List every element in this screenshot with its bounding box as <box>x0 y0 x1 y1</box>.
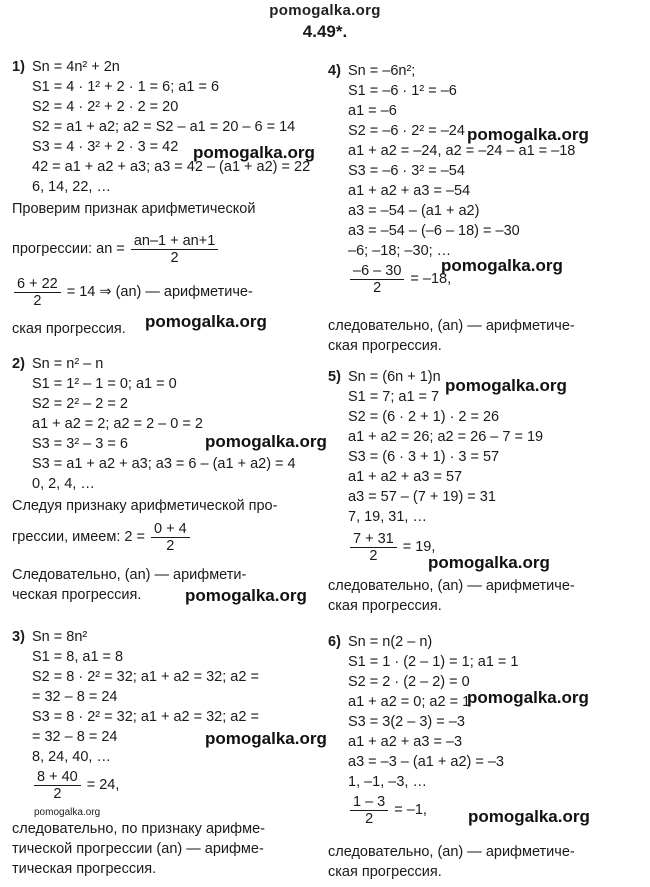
problem-3-label: 3) <box>12 629 25 645</box>
p3-line-1: S1 = 8, a1 = 8 <box>32 649 124 665</box>
p2-line-0: Sn = n² – n <box>32 356 104 372</box>
p1-text-2: прогрессии: an = <box>12 241 125 257</box>
watermark-7: pomogalka.org <box>441 256 563 275</box>
p6-check-row <box>348 793 427 827</box>
p4-check-fraction <box>350 263 404 296</box>
watermark-5: pomogalka.org <box>205 729 327 748</box>
p4-line-3: S2 = –6 · 2² = –24 <box>348 123 465 139</box>
watermark-8: pomogalka.org <box>445 376 567 395</box>
p6-line-3: a1 + a2 = 0; a2 = 1 <box>348 694 471 710</box>
p1-conclusion: ская прогрессия. <box>12 321 126 337</box>
p5-check-fraction <box>350 531 397 564</box>
p3-check-rest: = 24, <box>86 777 120 793</box>
p6-line-1: S1 = 1 · (2 – 1) = 1; a1 = 1 <box>348 654 519 670</box>
p6-line-6: a3 = –3 – (a1 + a2) = –3 <box>348 754 504 770</box>
p5-line-3: a1 + a2 = 26; a2 = 26 – 7 = 19 <box>348 429 544 445</box>
p6-line-4: S3 = 3(2 – 3) = –3 <box>348 714 465 730</box>
p5-conclusion-2: ская прогрессия. <box>328 598 442 614</box>
problem-4-label: 4) <box>328 63 341 79</box>
p3-conclusion-1: следовательно, по признаку арифме- <box>12 821 265 837</box>
p5-line-4: S3 = (6 · 3 + 1) · 3 = 57 <box>348 449 500 465</box>
p1-check-numerator: 6 + 22 <box>14 276 61 293</box>
p4-conclusion-1: следовательно, (an) — арифметиче- <box>328 318 575 334</box>
p6-line-5: a1 + a2 + a3 = –3 <box>348 734 463 750</box>
p3-conclusion-2: тической прогрессии (an) — арифме- <box>12 841 264 857</box>
watermark-11: pomogalka.org <box>468 807 590 826</box>
p5-line-6: a3 = 57 – (7 + 19) = 31 <box>348 489 496 505</box>
p1-formula-denominator: 2 <box>170 249 179 266</box>
small-watermark: pomogalka.org <box>34 807 101 818</box>
p1-line-2: S2 = 4 · 2² + 2 · 2 = 20 <box>32 99 179 115</box>
p2-text-2: грессии, имеем: 2 = <box>12 529 145 545</box>
p1-line-1: S1 = 4 · 1² + 2 · 1 = 6; a1 = 6 <box>32 79 220 95</box>
problem-2-label: 2) <box>12 356 25 372</box>
p1-line-4: S3 = 4 · 3² + 2 · 3 = 42 <box>32 139 179 155</box>
p2-line-2: S2 = 2² – 2 = 2 <box>32 396 128 412</box>
p1-formula-row <box>12 232 220 266</box>
p1-check-rest: = 14 ⇒ (an) — арифметиче- <box>66 284 253 300</box>
p2-line-6: 0, 2, 4, … <box>32 476 95 492</box>
p1-line-5: 42 = a1 + a2 + a3; a3 = 42 – (a1 + a2) = 22 <box>32 159 311 175</box>
p2-check-numerator: 0 + 4 <box>151 521 190 538</box>
p3-line-0: Sn = 8n² <box>32 629 88 645</box>
p5-conclusion-1: следовательно, (an) — арифметиче- <box>328 578 575 594</box>
watermark-2: pomogalka.org <box>145 312 267 331</box>
p5-line-1: S1 = 7; a1 = 7 <box>348 389 440 405</box>
problem-6-label: 6) <box>328 634 341 650</box>
p3-check-row <box>32 768 119 802</box>
watermark-10: pomogalka.org <box>467 688 589 707</box>
p2-check-row <box>12 520 192 554</box>
p4-line-4: a1 + a2 = –24, a2 = –24 – a1 = –18 <box>348 143 576 159</box>
p4-line-5: S3 = –6 · 3² = –54 <box>348 163 465 179</box>
p4-check-numerator: –6 – 30 <box>350 263 404 280</box>
p5-check-row <box>348 530 435 564</box>
p6-check-numerator: 1 – 3 <box>350 794 388 811</box>
site-watermark-top: pomogalka.org <box>269 2 381 19</box>
p4-line-2: a1 = –6 <box>348 103 397 119</box>
p4-line-9: –6; –18; –30; … <box>348 243 452 259</box>
p6-conclusion-2: ская прогрессия. <box>328 864 442 880</box>
p5-check-numerator: 7 + 31 <box>350 531 397 548</box>
p5-line-0: Sn = (6n + 1)n <box>348 369 441 385</box>
problem-5-label: 5) <box>328 369 341 385</box>
p2-line-1: S1 = 1² – 1 = 0; a1 = 0 <box>32 376 177 392</box>
p4-check-rest: = –18, <box>410 271 452 287</box>
p1-formula-numerator: an–1 + an+1 <box>131 233 218 250</box>
p2-line-4: S3 = 3² – 3 = 6 <box>32 436 128 452</box>
p2-text-1: Следуя признаку арифметической про- <box>12 498 278 514</box>
p1-line-3: S2 = a1 + a2; a2 = S2 – a1 = 20 – 6 = 14 <box>32 119 296 135</box>
p3-check-denominator: 2 <box>53 785 62 802</box>
p5-check-rest: = 19, <box>402 539 436 555</box>
p4-line-8: a3 = –54 – (–6 – 18) = –30 <box>348 223 520 239</box>
p1-text-1: Проверим признак арифметической <box>12 201 256 217</box>
p2-line-5: S3 = a1 + a2 + a3; a3 = 6 – (a1 + a2) = 4 <box>32 456 296 472</box>
p2-conclusion-1: Следовательно, (an) — арифмети- <box>12 567 247 583</box>
p3-line-5: = 32 – 8 = 24 <box>32 729 118 745</box>
p1-check-row <box>12 275 253 309</box>
p6-check-denominator: 2 <box>365 810 374 827</box>
p5-check-denominator: 2 <box>369 547 378 564</box>
p1-check-fraction <box>14 276 61 309</box>
p1-formula-fraction <box>131 233 218 266</box>
p5-line-7: 7, 19, 31, … <box>348 509 427 525</box>
p2-check-denominator: 2 <box>166 537 175 554</box>
p4-conclusion-2: ская прогрессия. <box>328 338 442 354</box>
p6-line-2: S2 = 2 · (2 – 2) = 0 <box>348 674 470 690</box>
p5-line-2: S2 = (6 · 2 + 1) · 2 = 26 <box>348 409 500 425</box>
p3-line-4: S3 = 8 · 2² = 32; a1 + a2 = 32; a2 = <box>32 709 259 725</box>
p1-line-6: 6, 14, 22, … <box>32 179 111 195</box>
p6-check-rest: = –1, <box>394 802 427 818</box>
p2-conclusion-2: ческая прогрессия. <box>12 587 142 603</box>
p1-line-0: Sn = 4n² + 2n <box>32 59 120 75</box>
p1-check-denominator: 2 <box>33 292 42 309</box>
watermark-3: pomogalka.org <box>205 432 327 451</box>
p5-line-5: a1 + a2 + a3 = 57 <box>348 469 463 485</box>
p4-line-0: Sn = –6n²; <box>348 63 416 79</box>
problem-1-label: 1) <box>12 59 25 75</box>
task-number: 4.49*. <box>302 22 348 41</box>
p4-check-denominator: 2 <box>373 279 382 296</box>
p3-check-numerator: 8 + 40 <box>34 769 81 786</box>
p2-line-3: a1 + a2 = 2; a2 = 2 – 0 = 2 <box>32 416 203 432</box>
p3-check-fraction <box>34 769 81 802</box>
p3-line-2: S2 = 8 · 2² = 32; a1 + a2 = 32; a2 = <box>32 669 259 685</box>
p3-line-6: 8, 24, 40, … <box>32 749 111 765</box>
p6-conclusion-1: следовательно, (an) — арифметиче- <box>328 844 575 860</box>
p6-line-7: 1, –1, –3, … <box>348 774 427 790</box>
p4-line-7: a3 = –54 – (a1 + a2) <box>348 203 480 219</box>
watermark-4: pomogalka.org <box>185 586 307 605</box>
p4-line-6: a1 + a2 + a3 = –54 <box>348 183 471 199</box>
watermark-9: pomogalka.org <box>428 553 550 572</box>
p6-line-0: Sn = n(2 – n) <box>348 634 433 650</box>
p3-conclusion-3: тическая прогрессия. <box>12 861 157 877</box>
p4-check-row <box>348 262 451 296</box>
p4-line-1: S1 = –6 · 1² = –6 <box>348 83 457 99</box>
p6-check-fraction <box>350 794 388 827</box>
watermark-6: pomogalka.org <box>467 125 589 144</box>
watermark-1: pomogalka.org <box>193 143 315 162</box>
p2-check-fraction <box>151 521 190 554</box>
p3-line-3: = 32 – 8 = 24 <box>32 689 118 705</box>
